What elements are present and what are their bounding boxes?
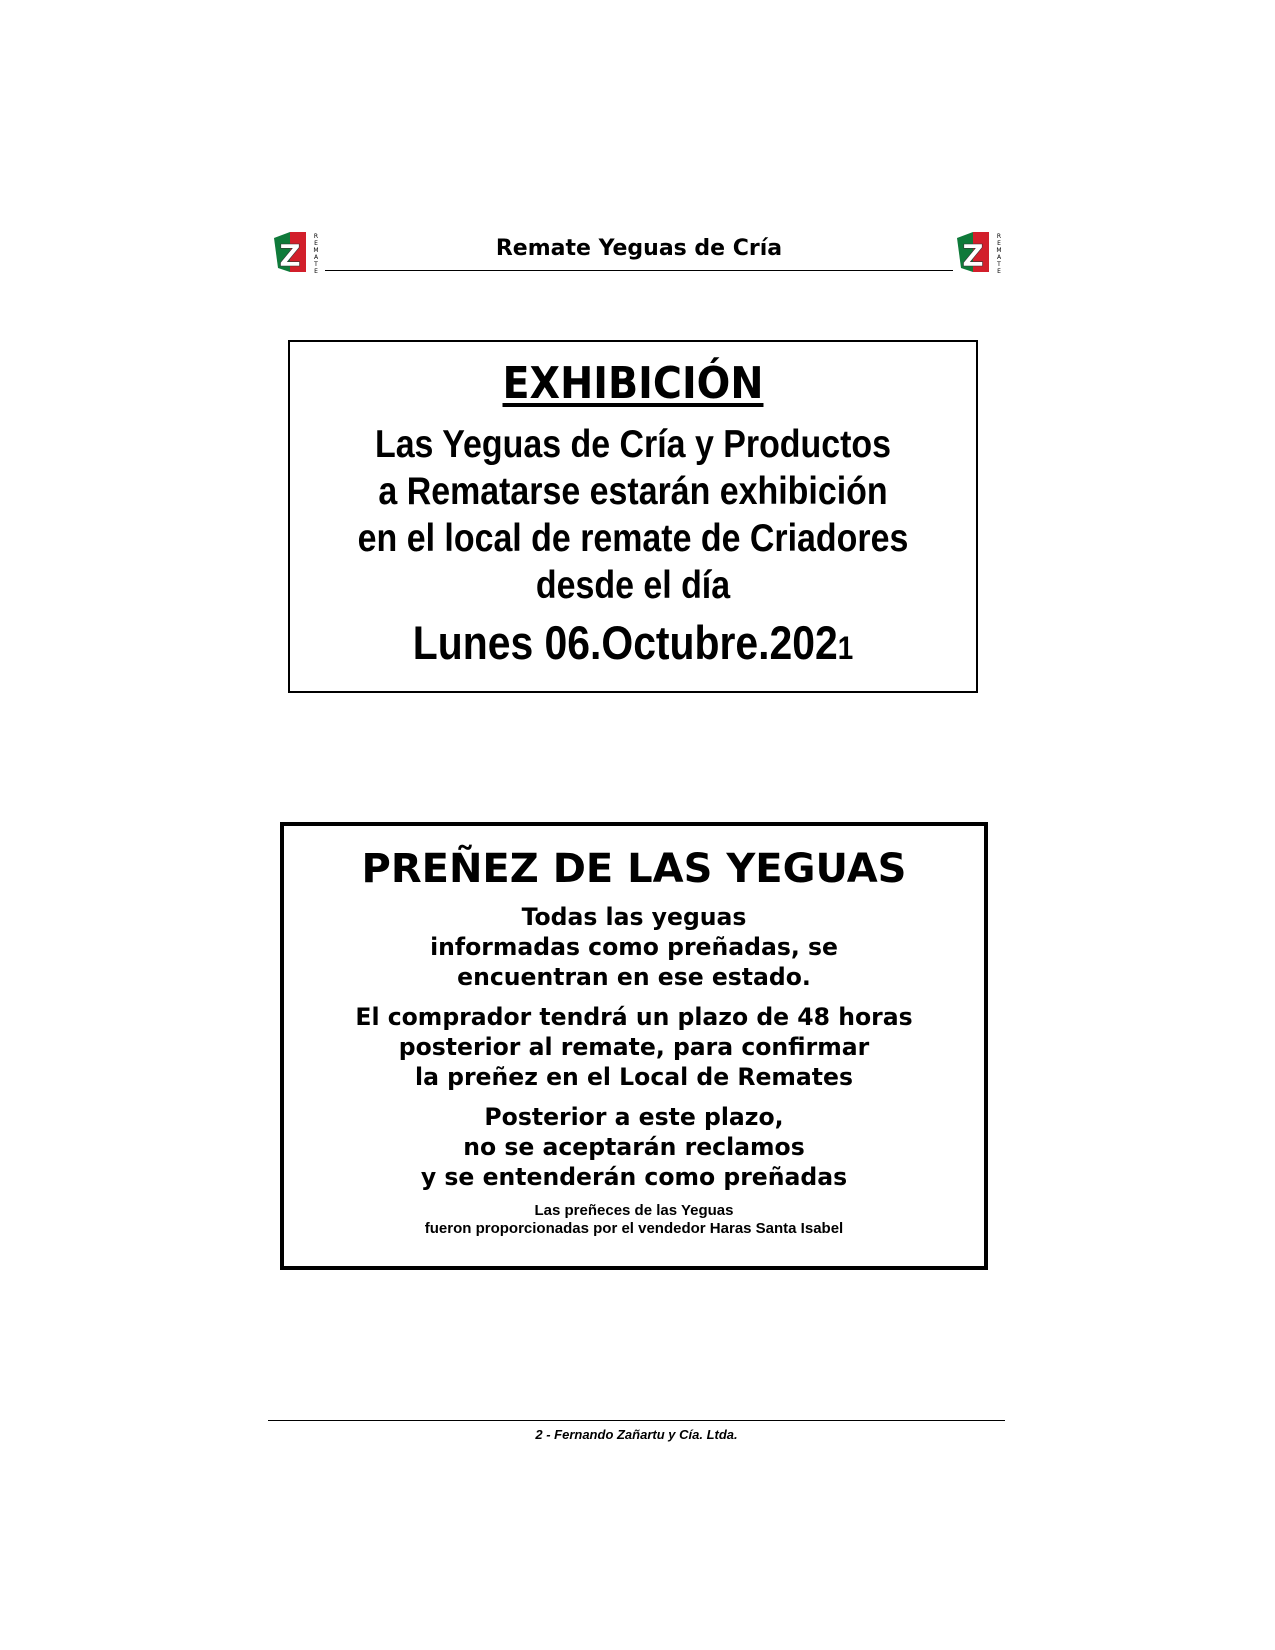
exhibicion-date-last-digit: 1 xyxy=(837,630,854,666)
svg-text:R: R xyxy=(996,233,1002,240)
svg-text:A: A xyxy=(313,254,319,261)
prenez-line: Todas las yeguas xyxy=(521,903,747,931)
svg-text:R: R xyxy=(313,233,319,240)
svg-text:E: E xyxy=(314,268,318,275)
prenez-paragraph xyxy=(284,1102,984,1192)
svg-text:A: A xyxy=(996,254,1002,261)
prenez-line: la preñez en el Local de Remates xyxy=(415,1063,853,1091)
prenez-note-line: Las preñeces de las Yeguas xyxy=(534,1202,734,1219)
page-header xyxy=(270,228,1005,278)
prenez-note-line: fueron proporcionadas por el vendedor Haras Santa Isabel xyxy=(424,1220,844,1237)
exhibicion-text xyxy=(290,421,976,609)
prenez-line: El comprador tendrá un plazo de 48 horas xyxy=(355,1003,913,1031)
svg-text:Z: Z xyxy=(962,239,984,274)
svg-text:M: M xyxy=(313,247,319,254)
footer-rule xyxy=(268,1420,1005,1421)
svg-text:Z: Z xyxy=(279,239,301,274)
remates-logo xyxy=(953,228,1009,276)
prenez-line: posterior al remate, para confirmar xyxy=(398,1033,870,1061)
exhibicion-title: EXHIBICIÓN xyxy=(502,358,764,409)
prenez-line: informadas como preñadas, se xyxy=(430,933,838,961)
prenez-line: no se aceptarán reclamos xyxy=(463,1133,805,1161)
prenez-title: PREÑEZ DE LAS YEGUAS xyxy=(361,846,907,892)
svg-text:E: E xyxy=(997,240,1001,247)
svg-text:T: T xyxy=(997,261,1001,268)
prenez-line: encuentran en ese estado. xyxy=(457,963,811,991)
prenez-paragraph xyxy=(284,1002,984,1092)
footer-text: 2 - Fernando Zañartu y Cía. Ltda. xyxy=(535,1427,738,1442)
prenez-line: y se entenderán como preñadas xyxy=(420,1163,848,1191)
remates-logo xyxy=(270,228,326,276)
exhibicion-date-main: Lunes 06.Octubre.202 xyxy=(412,616,838,669)
svg-text:E: E xyxy=(314,240,318,247)
exhibicion-line: Las Yeguas de Cría y Productos xyxy=(374,423,892,466)
prenez-paragraph xyxy=(284,902,984,992)
header-rule xyxy=(325,270,953,271)
prenez-box xyxy=(280,822,988,1270)
exhibicion-line: a Rematarse estarán exhibición xyxy=(378,470,888,513)
svg-text:E: E xyxy=(997,268,1001,275)
svg-text:M: M xyxy=(996,247,1002,254)
exhibicion-box xyxy=(288,340,978,693)
svg-text:T: T xyxy=(314,261,318,268)
prenez-note xyxy=(284,1202,984,1238)
prenez-line: Posterior a este plazo, xyxy=(484,1103,784,1131)
exhibicion-line: desde el día xyxy=(535,564,731,607)
header-title: Remate Yeguas de Cría xyxy=(495,236,783,261)
exhibicion-line: en el local de remate de Criadores xyxy=(357,517,909,560)
exhibicion-date xyxy=(335,615,932,670)
